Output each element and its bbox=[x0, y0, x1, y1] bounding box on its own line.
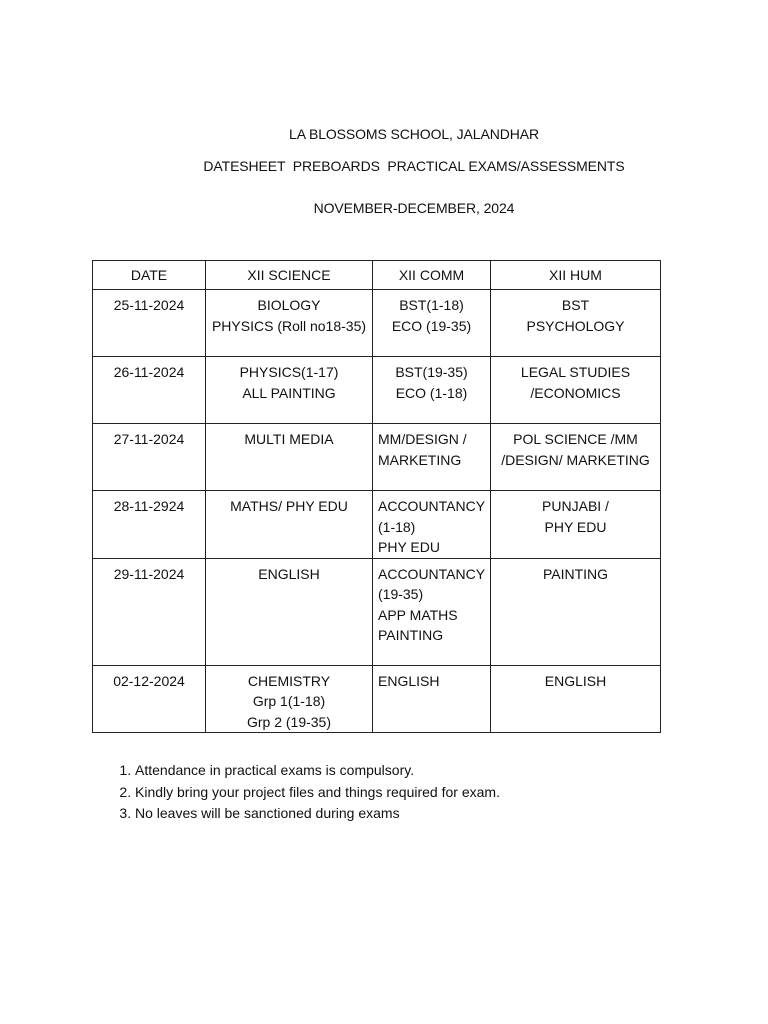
exam-period: NOVEMBER-DECEMBER, 2024 bbox=[313, 200, 515, 216]
comm-cell: BST(19-35) ECO (1-18) bbox=[373, 357, 491, 424]
hum-cell: BST PSYCHOLOGY bbox=[491, 290, 661, 357]
science-cell: MATHS/ PHY EDU bbox=[206, 491, 373, 559]
column-header-date: DATE bbox=[93, 261, 206, 290]
comm-cell: ACCOUNTANCY (19-35) APP MATHS PAINTING bbox=[373, 558, 491, 665]
datesheet-table bbox=[92, 260, 661, 733]
table-header-row bbox=[93, 261, 661, 290]
hum-cell: PUNJABI / PHY EDU bbox=[491, 491, 661, 559]
table-row bbox=[93, 665, 661, 733]
date-cell: 25-11-2024 bbox=[93, 290, 206, 357]
hum-cell: PAINTING bbox=[491, 558, 661, 665]
hum-cell: ENGLISH bbox=[491, 665, 661, 733]
instruction-item: 3. No leaves will be sanctioned during exams bbox=[135, 803, 500, 825]
science-cell: PHYSICS(1-17) ALL PAINTING bbox=[206, 357, 373, 424]
table-row bbox=[93, 357, 661, 424]
science-cell: ENGLISH bbox=[206, 558, 373, 665]
date-cell: 02-12-2024 bbox=[93, 665, 206, 733]
comm-cell: BST(1-18) ECO (19-35) bbox=[373, 290, 491, 357]
comm-cell: ACCOUNTANCY (1-18) PHY EDU bbox=[373, 491, 491, 559]
comm-cell: ENGLISH bbox=[373, 665, 491, 733]
science-cell: CHEMISTRY Grp 1(1-18) Grp 2 (19-35) bbox=[206, 665, 373, 733]
school-name: LA BLOSSOMS SCHOOL, JALANDHAR bbox=[289, 126, 539, 142]
table-row bbox=[93, 491, 661, 559]
date-cell: 29-11-2024 bbox=[93, 558, 206, 665]
column-header-xii-science: XII SCIENCE bbox=[206, 261, 373, 290]
instruction-item: 2. Kindly bring your project files and things required for exam. bbox=[135, 782, 500, 804]
hum-cell: LEGAL STUDIES /ECONOMICS bbox=[491, 357, 661, 424]
instructions-list bbox=[92, 760, 500, 825]
date-cell: 27-11-2024 bbox=[93, 424, 206, 491]
column-header-xii-comm: XII COMM bbox=[373, 261, 491, 290]
table-row bbox=[93, 424, 661, 491]
science-cell: MULTI MEDIA bbox=[206, 424, 373, 491]
table-row bbox=[93, 290, 661, 357]
science-cell: BIOLOGY PHYSICS (Roll no18-35) bbox=[206, 290, 373, 357]
date-cell: 26-11-2024 bbox=[93, 357, 206, 424]
comm-cell: MM/DESIGN / MARKETING bbox=[373, 424, 491, 491]
column-header-xii-hum: XII HUM bbox=[491, 261, 661, 290]
date-cell: 28-11-2924 bbox=[93, 491, 206, 559]
instruction-item: 1. Attendance in practical exams is compulsory. bbox=[135, 760, 500, 782]
hum-cell: POL SCIENCE /MM /DESIGN/ MARKETING bbox=[491, 424, 661, 491]
table-row bbox=[93, 558, 661, 665]
datesheet-title: DATESHEET PREBOARDS PRACTICAL EXAMS/ASSESSMENTS bbox=[203, 158, 625, 174]
